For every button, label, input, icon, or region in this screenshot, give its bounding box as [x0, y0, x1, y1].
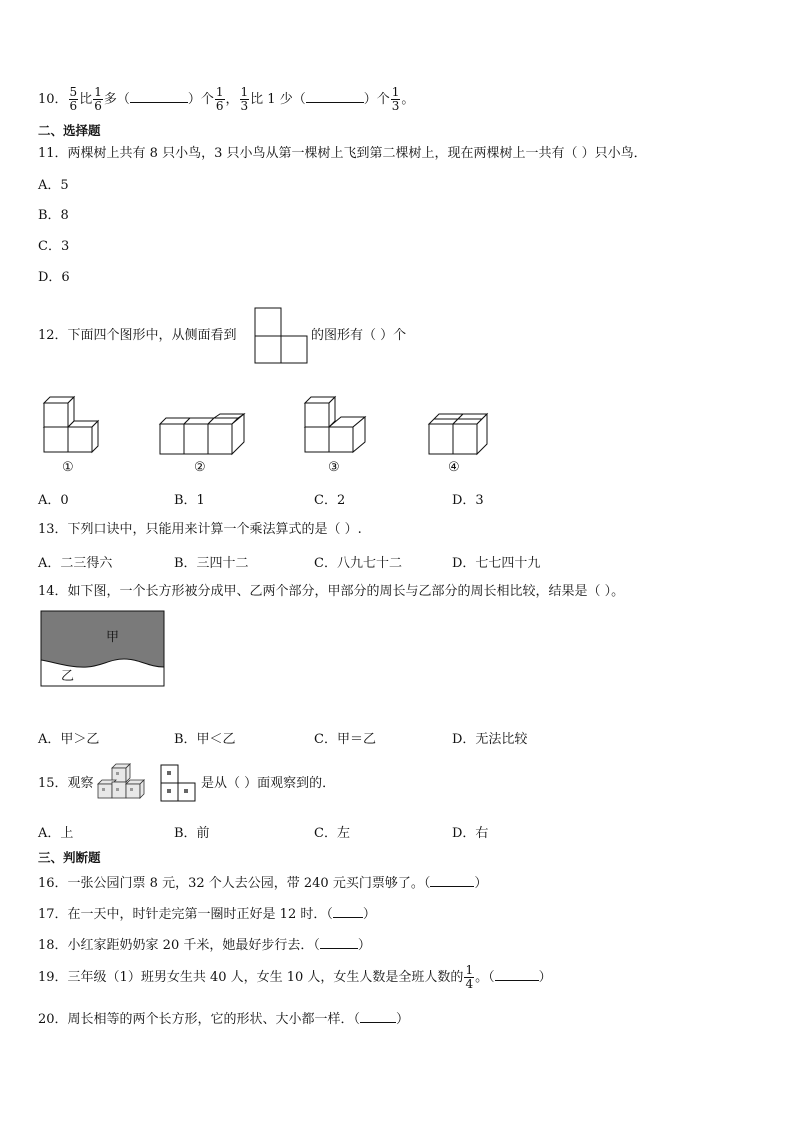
option-c[interactable]: C．2 — [314, 493, 346, 508]
answer-blank[interactable] — [306, 90, 364, 103]
question-15-prefix: 15．观察 — [38, 776, 94, 791]
option-c[interactable]: C．甲＝乙 — [314, 732, 376, 747]
cube-figure-1 — [44, 397, 104, 457]
answer-blank[interactable] — [320, 936, 358, 949]
fraction: $\frac{5}{6}$ — [69, 85, 78, 113]
fraction: $\frac{1}{3}$ — [391, 85, 400, 113]
side-view-figure — [254, 307, 310, 365]
question-16: 16．一张公园门票 8 元，32 个人去公园，带 240 元买门票够了。（ ） — [38, 876, 488, 891]
question-14: 14．如下图，一个长方形被分成甲、乙两个部分，甲部分的周长与乙部分的周长相比较，结果是（ ）。 — [38, 584, 625, 599]
fraction: $\frac{1}{3}$ — [240, 85, 249, 113]
option-b[interactable]: B．8 — [38, 208, 69, 223]
option-c[interactable]: C．左 — [314, 826, 350, 841]
question-15-suffix: 是从（ ）面观察到的． — [201, 776, 336, 791]
figure-label-1: ① — [62, 460, 74, 475]
question-19: 19．三年级（1）班男女生共 40 人，女生 10 人，女生人数是全班人数的 $\frac{1}{4}$ 。（ ） — [38, 963, 552, 991]
cube-figure-3 — [305, 397, 370, 457]
question-13: 13．下列口诀中，只能用来计算一个乘法算式的是（ ）. — [38, 522, 362, 537]
view-figure — [160, 764, 200, 804]
option-d[interactable]: D．右 — [452, 826, 489, 841]
question-11: 11．两棵树上共有 8 只小鸟，3 只小鸟从第一棵树上飞到第二棵树上，现在两棵树上一共有（ ）只小鸟． — [38, 146, 647, 161]
option-b[interactable]: B．前 — [174, 826, 210, 841]
question-17: 17．在一天中，时针走完第一圈时正好是 12 时．（ ） — [38, 907, 376, 922]
option-a[interactable]: A．上 — [38, 826, 74, 841]
figure-label-3: ③ — [328, 460, 340, 475]
label-yi: 乙 — [61, 669, 75, 684]
fraction: $\frac{1}{6}$ — [94, 85, 102, 113]
option-a[interactable]: A．0 — [38, 493, 69, 508]
option-a[interactable]: A．甲＞乙 — [38, 732, 100, 747]
cube-figure-2 — [160, 414, 250, 459]
rectangle-figure — [40, 610, 166, 688]
option-d[interactable]: D．3 — [452, 493, 484, 508]
label-jia: 甲 — [106, 630, 120, 645]
option-c[interactable]: C．3 — [38, 239, 70, 254]
figure-label-2: ② — [194, 460, 206, 475]
option-d[interactable]: D．无法比较 — [452, 732, 528, 747]
option-c[interactable]: C．八九七十二 — [314, 556, 402, 571]
question-18: 18．小红家距奶奶家 20 千米，她最好步行去．（ ） — [38, 938, 371, 953]
option-b[interactable]: B．三四十二 — [174, 556, 249, 571]
question-10: 10． $\frac{5}{6}$ 比 $\frac{1}{6}$ 多（ ）个 $\frac{1}{6}$ ， $\frac{1}{3}$ 比 1 少（ ）个 $\frac{1}{3}$ 。 — [38, 85, 415, 113]
option-a[interactable]: A．5 — [38, 178, 69, 193]
question-20: 20．周长相等的两个长方形，它的形状、大小都一样．（ ） — [38, 1012, 410, 1027]
option-a[interactable]: A．二三得六 — [38, 556, 113, 571]
figure-label-4: ④ — [448, 460, 460, 475]
cube-figure-4 — [429, 414, 495, 459]
option-d[interactable]: D．七七四十九 — [452, 556, 541, 571]
answer-blank[interactable] — [360, 1010, 396, 1023]
question-12-prefix: 12．下面四个图形中，从侧面看到 — [38, 328, 237, 343]
answer-blank[interactable] — [130, 90, 188, 103]
section-heading-judge: 三、判断题 — [38, 850, 101, 865]
answer-blank[interactable] — [495, 968, 539, 981]
option-b[interactable]: B．甲＜乙 — [174, 732, 236, 747]
question-12-suffix: 的图形有（ ）个 — [311, 328, 407, 343]
section-heading-choice: 二、选择题 — [38, 123, 101, 138]
answer-blank[interactable] — [430, 874, 474, 887]
cube-stack-figure — [96, 762, 152, 802]
fraction: $\frac{1}{6}$ — [215, 85, 224, 113]
fraction: $\frac{1}{4}$ — [465, 963, 474, 991]
answer-blank[interactable] — [333, 905, 363, 918]
option-d[interactable]: D．6 — [38, 270, 70, 285]
option-b[interactable]: B．1 — [174, 493, 205, 508]
